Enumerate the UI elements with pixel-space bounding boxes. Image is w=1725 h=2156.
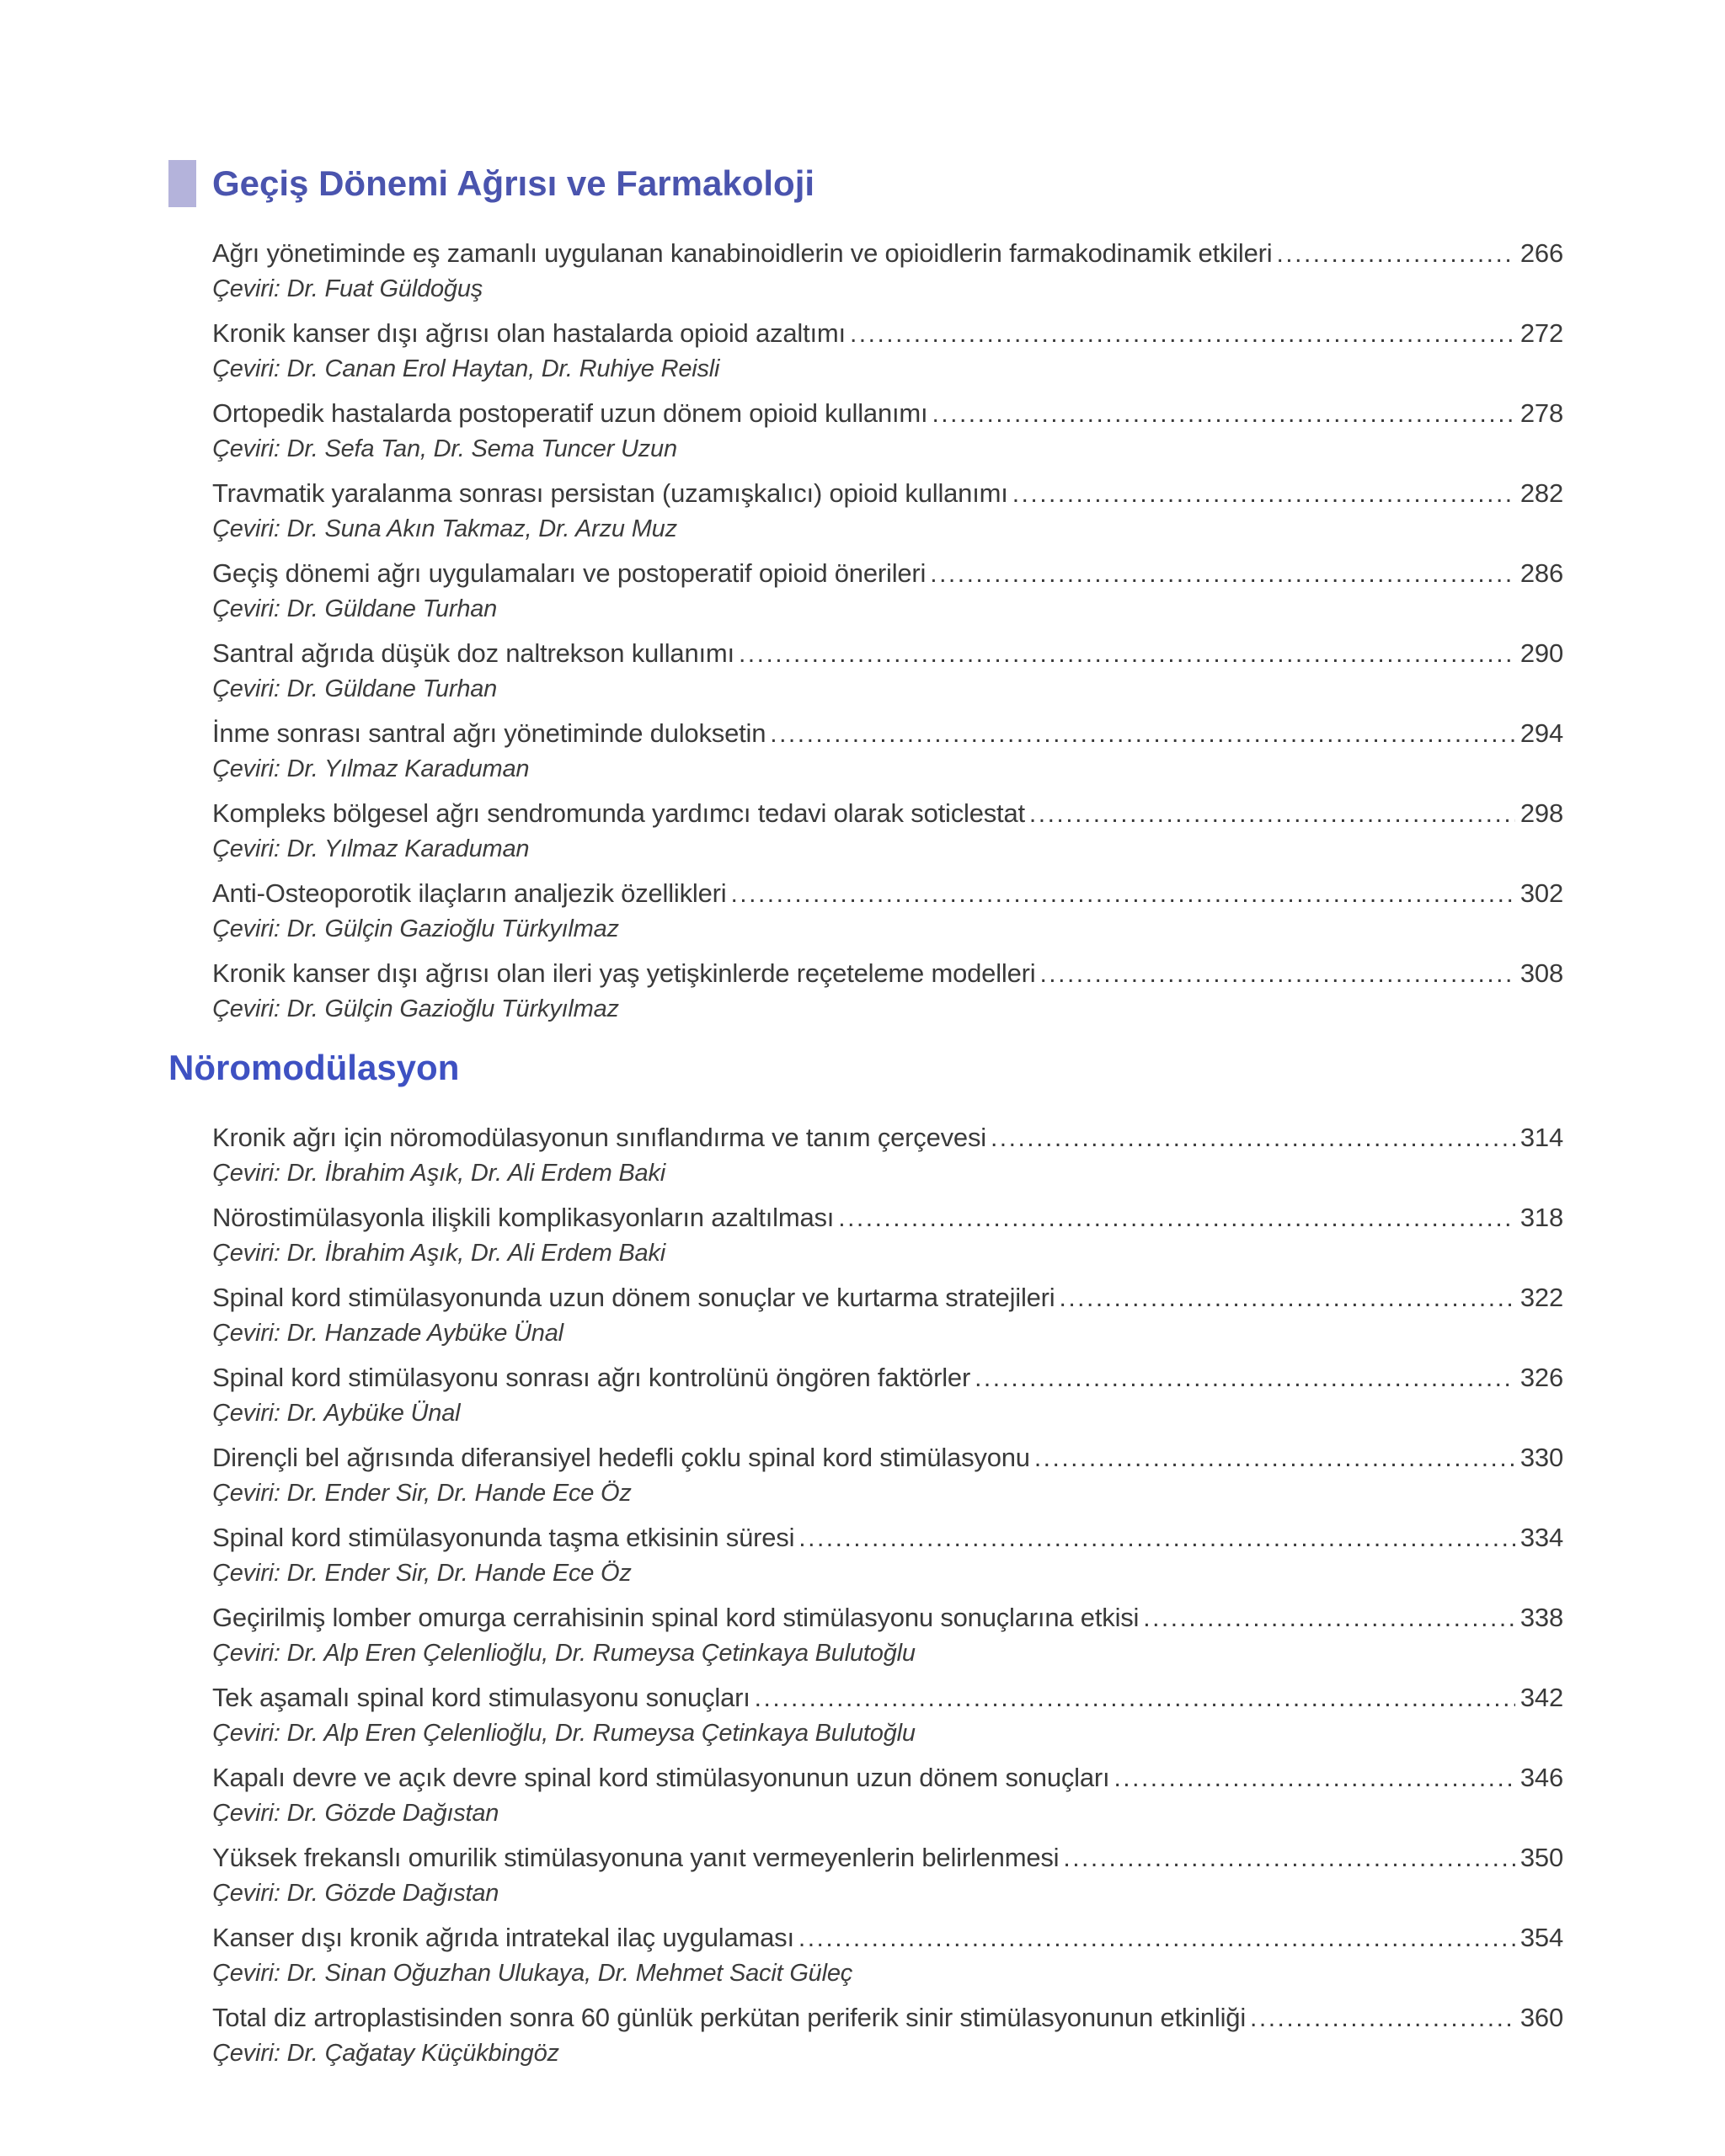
toc-sections [168,160,1563,2080]
toc-entry-line [212,1440,1563,1476]
toc-entry-page-number: 298 [1519,798,1563,828]
toc-entry-line [212,1840,1563,1876]
toc-entry-page-number: 282 [1519,478,1563,508]
toc-entry [212,2000,1563,2070]
toc-entry-page-number: 326 [1519,1363,1563,1392]
toc-entry-title: Geçiş dönemi ağrı uygulamaları ve postoperatif opioid önerileri [212,558,927,588]
toc-entry [212,1920,1563,1990]
section-header [168,160,1563,207]
section-entries [168,1120,1563,2070]
toc-entry-translator: Çeviri: Dr. Gözde Dağıstan [212,1880,499,1907]
toc-entry-page-number: 278 [1519,398,1563,428]
dot-leader [975,1360,1515,1396]
dot-leader [770,716,1515,752]
toc-entry-line [212,1600,1563,1636]
toc-entry-line [212,796,1563,832]
toc-entry-line [212,1120,1563,1156]
dot-leader [1029,796,1515,832]
toc-entry-title: Tek aşamalı spinal kord stimulasyonu sonuçları [212,1683,750,1712]
dot-leader [991,1120,1515,1156]
toc-entry [212,1440,1563,1510]
toc-entry [212,716,1563,786]
toc-entry-title: Total diz artroplastisinden sonra 60 günlük perkütan periferik sinir stimülasyonunun etkinliği [212,2003,1247,2032]
dot-leader [739,636,1515,672]
dot-leader [730,876,1515,912]
toc-entry-title: Kanser dışı kronik ağrıda intratekal ilaç uygulaması [212,1923,794,1952]
toc-entry [212,236,1563,306]
toc-entry-page-number: 346 [1519,1763,1563,1792]
toc-entry-title: Anti-Osteoporotik ilaçların analjezik özellikleri [212,878,727,908]
toc-entry-page-number: 290 [1519,638,1563,668]
toc-entry [212,1360,1563,1430]
dot-leader [1060,1280,1516,1316]
section-title: Geçiş Dönemi Ağrısı ve Farmakoloji [212,163,815,203]
toc-entry-title: Santral ağrıda düşük doz naltrekson kullanımı [212,638,734,668]
toc-entry-title: Spinal kord stimülasyonu sonrası ağrı kontrolünü öngören faktörler [212,1363,971,1392]
dot-leader [1250,2000,1515,2036]
dot-leader [1276,236,1515,272]
toc-entry [212,476,1563,546]
toc-entry-title: Dirençli bel ağrısında diferansiyel hedefli çoklu spinal kord stimülasyonu [212,1443,1030,1472]
toc-entry-page-number: 272 [1519,318,1563,348]
toc-entry-line [212,396,1563,432]
toc-entry-title: Spinal kord stimülasyonunda taşma etkisinin süresi [212,1523,795,1552]
toc-entry-page-number: 338 [1519,1603,1563,1632]
toc-entry-page-number: 314 [1519,1123,1563,1152]
toc-entry-page-number: 302 [1519,878,1563,908]
toc-entry-translator: Çeviri: Dr. Gülçin Gazioğlu Türkyılmaz [212,915,619,942]
toc-entry-title: Ortopedik hastalarda postoperatif uzun dönem opioid kullanımı [212,398,928,428]
toc-entry-translator: Çeviri: Dr. Canan Erol Haytan, Dr. Ruhiye Reisli [212,355,720,382]
toc-entry-title: Kronik kanser dışı ağrısı olan hastalarda opioid azaltımı [212,318,846,348]
dot-leader [1012,476,1515,512]
toc-entry [212,1760,1563,1830]
toc-entry [212,876,1563,946]
toc-entry-translator: Çeviri: Dr. Suna Akın Takmaz, Dr. Arzu Muz [212,515,677,542]
toc-entry [212,556,1563,626]
dot-leader [1039,956,1515,992]
dot-leader [1063,1840,1515,1876]
toc-entry-page-number: 308 [1519,958,1563,988]
toc-entry-translator: Çeviri: Dr. Fuat Güldoğuş [212,275,483,302]
toc-entry-title: Travmatik yaralanma sonrası persistan (uzamışkalıcı) opioid kullanımı [212,478,1008,508]
toc-entry-line [212,1920,1563,1956]
toc-entry-page-number: 322 [1519,1283,1563,1312]
section-accent-bar [168,160,196,207]
toc-entry-page-number: 266 [1519,238,1563,268]
toc-entry [212,316,1563,386]
toc-entry-translator: Çeviri: Dr. Hanzade Aybüke Ünal [212,1320,563,1347]
section-header [168,1044,1563,1091]
toc-entry [212,1280,1563,1350]
toc-entry-line [212,476,1563,512]
dot-leader [1143,1600,1515,1636]
toc-entry-translator: Çeviri: Dr. Ender Sir, Dr. Hande Ece Öz [212,1480,632,1507]
toc-entry-line [212,236,1563,272]
dot-leader [798,1920,1515,1956]
dot-leader [1034,1440,1515,1476]
toc-entry-line [212,1360,1563,1396]
dot-leader [755,1680,1515,1716]
toc-entry-line [212,1280,1563,1316]
section-title: Nöromodülasyon [168,1048,460,1087]
toc-entry-translator: Çeviri: Dr. Gözde Dağıstan [212,1800,499,1827]
toc-entry-line [212,316,1563,352]
toc-entry-title: Spinal kord stimülasyonunda uzun dönem sonuçlar ve kurtarma stratejileri [212,1283,1055,1312]
dot-leader [930,556,1515,592]
toc-entry-line [212,2000,1563,2036]
toc-entry-title: Nörostimülasyonla ilişkili komplikasyonların azaltılması [212,1203,835,1232]
dot-leader [798,1520,1515,1556]
toc-entry-title: Kapalı devre ve açık devre spinal kord stimülasyonunun uzun dönem sonuçları [212,1763,1110,1792]
toc-entry-translator: Çeviri: Dr. Ender Sir, Dr. Hande Ece Öz [212,1560,632,1587]
toc-entry [212,396,1563,466]
toc-entry-translator: Çeviri: Dr. Alp Eren Çelenlioğlu, Dr. Rumeysa Çetinkaya Bulutoğlu [212,1720,916,1747]
toc-section [168,1044,1563,2070]
toc-entry-page-number: 330 [1519,1443,1563,1472]
toc-entry-page-number: 318 [1519,1203,1563,1232]
toc-entry-title: Kronik kanser dışı ağrısı olan ileri yaş yetişkinlerde reçeteleme modelleri [212,958,1036,988]
toc-entry-line [212,1760,1563,1796]
dot-leader [850,316,1515,352]
toc-entry [212,1120,1563,1190]
toc-entry [212,1680,1563,1750]
toc-entry [212,796,1563,866]
toc-entry-page-number: 354 [1519,1923,1563,1952]
toc-entry-translator: Çeviri: Dr. Güldane Turhan [212,675,498,702]
toc-entry-page-number: 360 [1519,2003,1563,2032]
toc-entry-page-number: 342 [1519,1683,1563,1712]
toc-entry [212,636,1563,706]
toc-entry [212,1200,1563,1270]
toc-entry-translator: Çeviri: Dr. İbrahim Aşık, Dr. Ali Erdem Baki [212,1240,665,1267]
toc-entry-translator: Çeviri: Dr. Alp Eren Çelenlioğlu, Dr. Rumeysa Çetinkaya Bulutoğlu [212,1640,916,1667]
toc-entry-page-number: 286 [1519,558,1563,588]
toc-entry-line [212,1680,1563,1716]
toc-entry [212,1520,1563,1590]
toc-entry-translator: Çeviri: Dr. Sefa Tan, Dr. Sema Tuncer Uzun [212,435,677,462]
dot-leader [838,1200,1515,1236]
section-entries [168,236,1563,1026]
toc-entry-translator: Çeviri: Dr. Yılmaz Karaduman [212,755,530,782]
toc-entry-title: Yüksek frekanslı omurilik stimülasyonuna yanıt vermeyenlerin belirlenmesi [212,1843,1060,1872]
toc-entry [212,1840,1563,1910]
toc-entry-title: Kompleks bölgesel ağrı sendromunda yardımcı tedavi olarak soticlestat [212,798,1025,828]
toc-entry-title: Ağrı yönetiminde eş zamanlı uygulanan kanabinoidlerin ve opioidlerin farmakodinamik etkileri [212,238,1273,268]
toc-entry-translator: Çeviri: Dr. Aybüke Ünal [212,1400,461,1427]
toc-entry-translator: Çeviri: Dr. İbrahim Aşık, Dr. Ali Erdem Baki [212,1160,665,1187]
toc-section [168,160,1563,1026]
toc-entry-line [212,1520,1563,1556]
toc-entry-page-number: 350 [1519,1843,1563,1872]
toc-entry-page-number: 294 [1519,718,1563,748]
toc-entry-translator: Çeviri: Dr. Gülçin Gazioğlu Türkyılmaz [212,995,619,1022]
toc-entry-page-number: 334 [1519,1523,1563,1552]
toc-entry-line [212,876,1563,912]
dot-leader [932,396,1515,432]
toc-entry-translator: Çeviri: Dr. Yılmaz Karaduman [212,835,530,862]
toc-entry-line [212,556,1563,592]
toc-entry [212,956,1563,1026]
toc-entry-translator: Çeviri: Dr. Çağatay Küçükbingöz [212,2040,559,2067]
toc-entry-line [212,1200,1563,1236]
dot-leader [1114,1760,1515,1796]
toc-entry-title: Geçirilmiş lomber omurga cerrahisinin spinal kord stimülasyonu sonuçlarına etkisi [212,1603,1140,1632]
toc-entry-title: Kronik ağrı için nöromodülasyonun sınıflandırma ve tanım çerçevesi [212,1123,986,1152]
toc-entry-translator: Çeviri: Dr. Sinan Oğuzhan Ulukaya, Dr. Mehmet Sacit Güleç [212,1960,853,1987]
toc-entry-line [212,636,1563,672]
toc-entry-translator: Çeviri: Dr. Güldane Turhan [212,595,498,622]
toc-entry [212,1600,1563,1670]
toc-entry-line [212,956,1563,992]
toc-entry-line [212,716,1563,752]
toc-entry-title: İnme sonrası santral ağrı yönetiminde duloksetin [212,718,766,748]
